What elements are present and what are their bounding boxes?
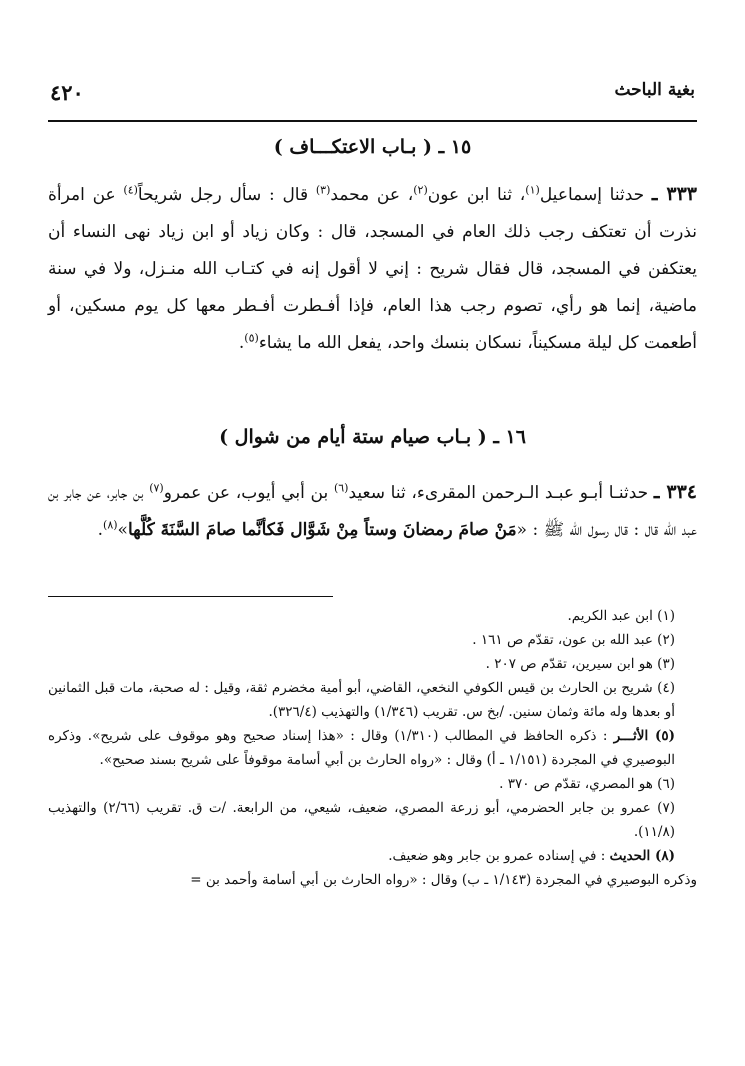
footnote-1	[48, 604, 697, 628]
hadith-text: بن أبي أيوب، عن عمرو	[163, 483, 334, 503]
footnote-text: ابن عبد الكريم.	[567, 608, 658, 624]
hadith-text: حدثنا إسماعيل	[539, 185, 652, 205]
footnote-label: (١)	[657, 608, 675, 624]
section-heading-16: ١٦ ـ ( بـاب صيام ستة أيام من شوال )	[219, 426, 526, 448]
footnote-text: : ذكره الحافظ في المطالب (١/٣١٠) وقال : «هذا إسناد صحيح وهو موقوف على شريح». وذكره البوصيري في المجردة (١/١٥١ ـ أ) وقال : «رواه الحارث بن أبي أسامة موقوفاً على شريح بسند صحيح».	[48, 728, 675, 768]
hadith-text: .	[97, 520, 104, 540]
footnote-text: : في إسناده عمرو بن جابر وهو ضعيف.	[388, 848, 610, 864]
footnote-label: (٣)	[657, 656, 675, 672]
hadith-text: قال : سأل رجل شريحاً	[137, 185, 316, 205]
footnote-separator	[48, 596, 333, 597]
footnote-label: (٤)	[657, 680, 675, 696]
footnote-text: عمرو بن جابر الحضرمي، أبو زرعة المصري، ضعيف، شيعي، من الرابعة. /ت ق. تقريب (٢/٦٦) والتهذيب (١١/٨).	[48, 800, 675, 840]
footnote-8	[48, 844, 697, 868]
hadith-text: »	[117, 520, 128, 540]
prophetic-quote: مَنْ صامَ رمضانَ وستاً مِنْ شَوَّال فَكأنَّما صامَ السَّنَةَ كُلَّها	[127, 520, 517, 540]
footnote-8-continuation: وذكره البوصيري في المجردة (١/١٤٣ ـ ب) وقال : «رواه الحارث بن أبي أسامة وأحمد بن =	[190, 872, 697, 888]
hadith-333	[48, 176, 697, 362]
footnotes	[48, 604, 697, 892]
footnote-ref: (٢)	[413, 183, 428, 197]
footnote-text: هو ابن سيرين، تقدّم ص ٢٠٧ .	[485, 656, 658, 672]
page-number: ٤٢٠	[50, 80, 84, 105]
hadith-text: عن امرأة نذرت أن تعتكف رجب ذلك العام في المسجد، قال : وكان زياد أو ابن زياد نهى النساء أن يعتكفن في المسجد، قال فقال شريح : إني لا أقول إنه في كتـاب الله منـزل، ولا في سنة ماضية، إنما هو رأي، تصوم رجب هذا العام، فإذا أفـطرت أفـطر معها كل يوم مسكين، أو أطعمت كل ليلة مسكيناً، نسكان بنسك واحد، يفعل الله ما يشاء	[48, 185, 697, 353]
footnote-ref: (٤)	[123, 183, 138, 197]
footnote-6	[48, 772, 697, 796]
hadith-text: .	[238, 333, 245, 353]
footnote-label: (٧)	[657, 800, 675, 816]
footnote-ref: (٣)	[315, 183, 331, 197]
footnote-ref: (٦)	[333, 481, 349, 495]
header-rule	[48, 120, 697, 122]
running-head-title: بغية الباحث	[614, 80, 695, 100]
footnote-5	[48, 724, 697, 772]
footnote-label: (٨) الحديث	[609, 848, 675, 864]
footnote-label: (٢)	[657, 632, 675, 648]
footnote-text: هو المصري، تقدّم ص ٣٧٠ .	[499, 776, 658, 792]
hadith-text: ، ثنا ابن عون	[427, 185, 526, 205]
footnote-text: عبد الله بن عون، تقدّم ص ١٦١ .	[472, 632, 658, 648]
hadith-text: بن جابر، عن جابر بن عبد الله قال : قال رسول الله ﷺ : «	[48, 483, 697, 540]
footnote-ref: (٧)	[149, 481, 164, 495]
footnote-text: شريح بن الحارث بن قيس الكوفي النخعي، القاضي، أبو أمية مخضرم ثقة، وقيل : له صحبة، مات قبل الثمانين أو بعدها وله مائة وثمان سنين. /بخ س. تقريب (١/٣٤٦) والتهذيب (٣٢٦/٤).	[48, 680, 675, 720]
hadith-number: ٣٣٣ ـ	[651, 183, 698, 205]
hadith-number: ٣٣٤ ـ	[653, 481, 697, 503]
hadith-text: ، عن محمد	[330, 185, 414, 205]
footnote-2	[48, 628, 697, 652]
footnote-ref: (٥)	[244, 331, 259, 345]
footnote-3	[48, 652, 697, 676]
footnote-4	[48, 676, 697, 724]
footnote-ref: (١)	[525, 183, 540, 197]
footnote-ref: (٨)	[103, 518, 118, 532]
section-heading-15: ١٥ ـ ( بـاب الاعتكـــاف )	[273, 136, 472, 158]
footnote-label: (٥) الأثـــر	[613, 728, 676, 744]
hadith-334	[48, 474, 697, 549]
hadith-text: حدثنـا أبـو عبـد الـرحمن المقرىء، ثنا سعيد	[348, 483, 654, 503]
footnote-7	[48, 796, 697, 844]
footnote-label: (٦)	[657, 776, 675, 792]
